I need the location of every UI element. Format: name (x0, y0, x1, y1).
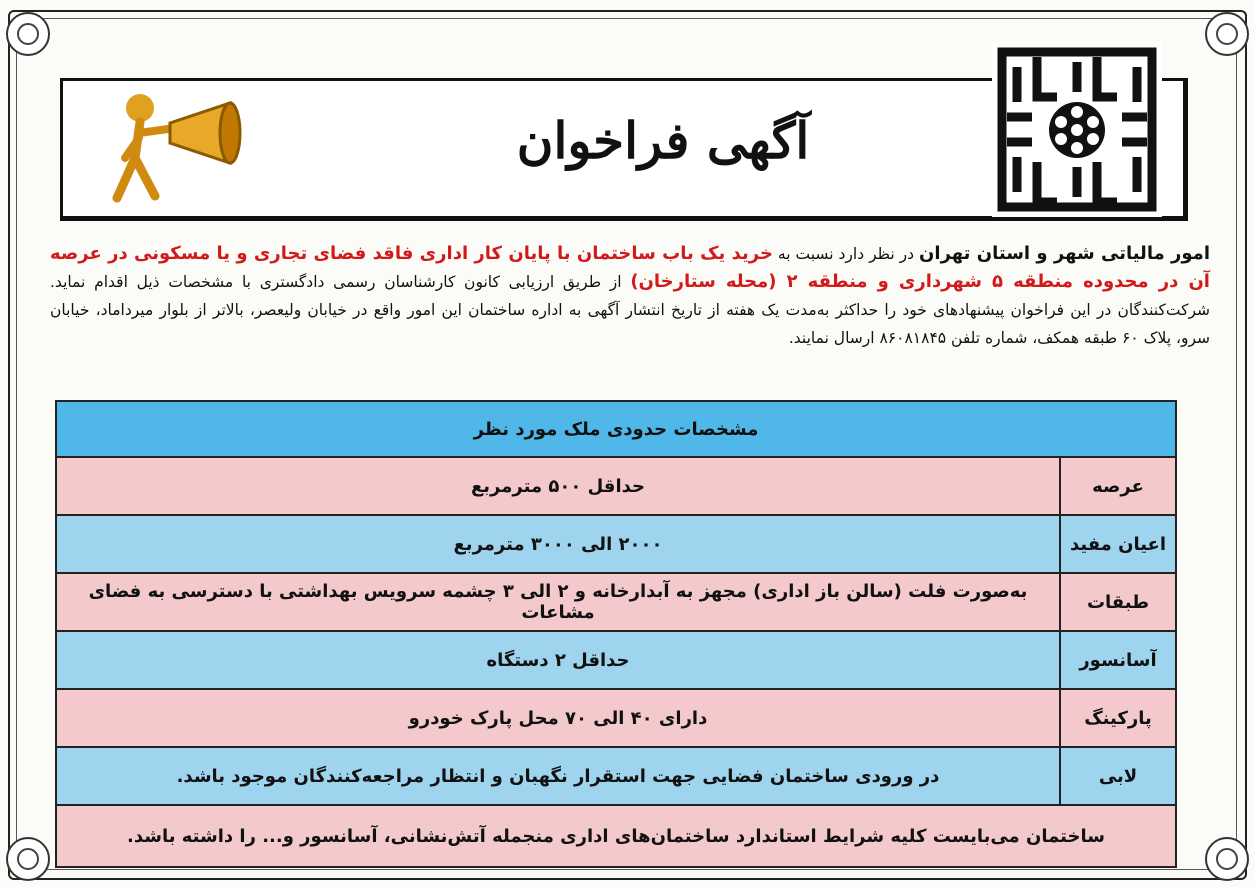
organization-name: امور مالیاتی شهر و استان تهران (919, 243, 1210, 264)
purchase-highlight: خرید یک باب ساختمان با پایان کار اداری فاقد فضای تجاری و یا مسکونی در عرصه آن در محدوده منطقه ۵ شهرداری و منطقه ۲ (محله ستارخان) (50, 243, 1210, 292)
row-value: حداقل ۵۰۰ مترمربع (56, 457, 1060, 515)
row-key: لابی (1060, 747, 1176, 805)
intro-text-1: در نظر دارد نسبت به (772, 245, 920, 263)
row-value: حداقل ۲ دستگاه (56, 631, 1060, 689)
specs-table (55, 400, 1177, 868)
row-value: دارای ۴۰ الی ۷۰ محل پارک خودرو (56, 689, 1060, 747)
megaphone-mascot-icon (95, 88, 255, 208)
intro-text-2: از طریق ارزیابی کانون کارشناسان رسمی دادگستری با مشخصات ذیل اقدام نماید. شرکت‌کنندگان در این فراخوان پیشنهادهای خود را حداکثر به‌مدت یک هفته از تاریخ انتشار آگهی به اداره ساختمان این امور واقع در خیابان ولیعصر، بالاتر از بلوار میرداماد، خیابان سرو، پلاک ۶۰ طبقه همکف، شماره تلفن ۸۶۰۸۱۸۴۵ ارسال نمایند. (50, 273, 1210, 347)
corner-ornament-icon (1205, 12, 1249, 56)
row-key: اعیان مفید (1060, 515, 1176, 573)
table-header: مشخصات حدودی ملک مورد نظر (56, 401, 1176, 457)
table-header-row (56, 401, 1176, 457)
table-row (56, 689, 1176, 747)
table-row (56, 631, 1176, 689)
table-row (56, 573, 1176, 631)
table-row (56, 457, 1176, 515)
page-title: آگهی فراخوان (516, 111, 810, 170)
corner-ornament-icon (1205, 837, 1249, 881)
corner-ornament-icon (6, 12, 50, 56)
intro-paragraph (50, 240, 1210, 352)
row-key: پارکینگ (1060, 689, 1176, 747)
table-footer: ساختمان می‌بایست کلیه شرایط استاندارد ساختمان‌های اداری منجمله آتش‌نشانی، آسانسور و... را داشته باشد. (56, 805, 1176, 867)
row-value: ۲۰۰۰ الی ۳۰۰۰ مترمربع (56, 515, 1060, 573)
table-row (56, 747, 1176, 805)
row-value: به‌صورت فلت (سالن باز اداری) مجهز به آبدارخانه و ۲ الی ۳ چشمه سرویس بهداشتی با دسترسی به فضای مشاعات (56, 573, 1060, 631)
table-row (56, 515, 1176, 573)
row-key: عرصه (1060, 457, 1176, 515)
table-footer-row (56, 805, 1176, 867)
row-key: طبقات (1060, 573, 1176, 631)
row-key: آسانسور (1060, 631, 1176, 689)
row-value: در ورودی ساختمان فضایی جهت استقرار نگهبان و انتظار مراجعه‌کنندگان موجود باشد. (56, 747, 1060, 805)
corner-ornament-icon (6, 837, 50, 881)
tax-organization-logo-icon (992, 42, 1162, 217)
